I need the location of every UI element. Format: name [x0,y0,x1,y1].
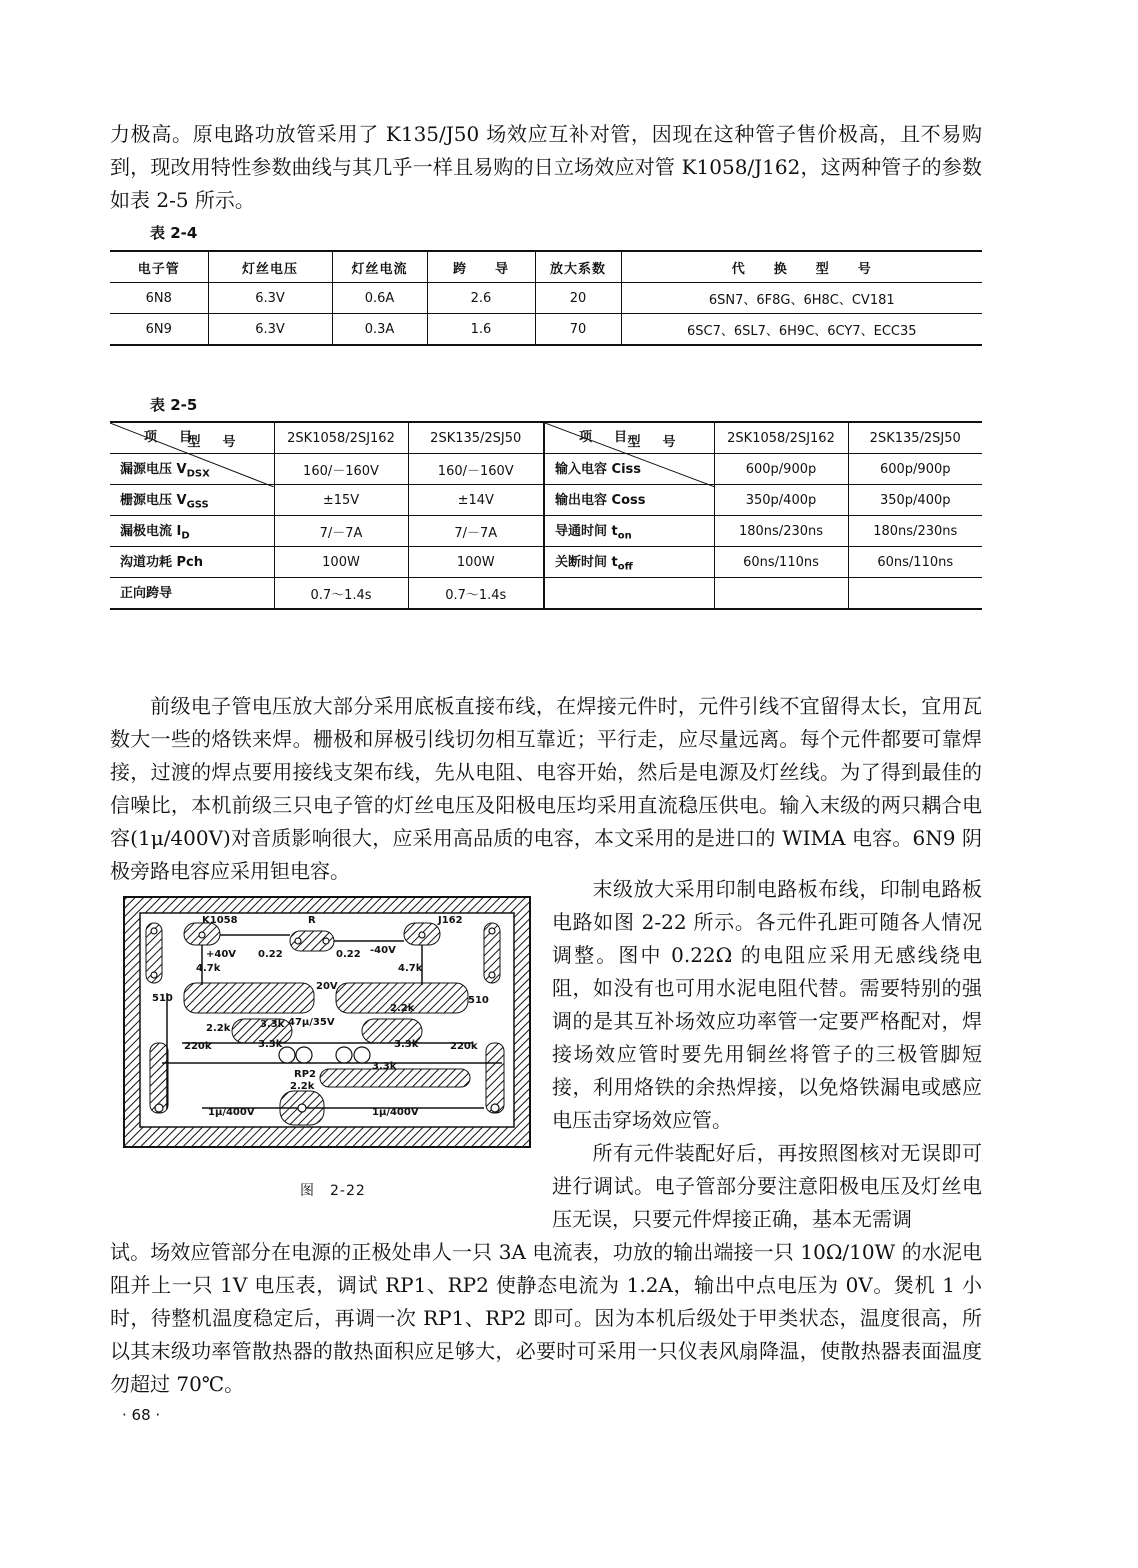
cell-text: 600p/900p [745,461,817,477]
table-cell [848,454,982,485]
cell-text: 600p/900p [879,461,951,477]
label-3-3k-right: 3.3k [394,1039,419,1050]
table-cell [544,578,714,610]
header-transconductance: 跨 导 [427,251,535,283]
table-cell [274,547,408,578]
cell-text: 7/－7A [454,525,498,541]
label-minus40v: -40V [370,945,396,956]
cell-subscript: off [617,561,633,573]
cell-text: ±14V [457,492,494,508]
label-2-2k-right: 2.2k [390,1003,415,1014]
table-cell [848,547,982,578]
table-header-row [110,422,982,454]
label-0-22-right: 0.22 [336,949,361,960]
label-rp2: RP2 [294,1069,316,1080]
tuning-paragraph: 试。场效应管部分在电源的正极处串人一只 3A 电流表，功放的输出端接一只 10Ω/10W 的水泥电阻并上一只 1V 电压表，调试 RP1、RP2 使静态电流为 1.2A，输出中点电压为 0V。煲机 1 小时，待整机温度稳定后，再调一次 RP1、RP2 即可。因为本机后级处于甲类状态，温度很高，所以其末级功率管散热器的散热面积应足够大，必要时可采用一只仪表风扇降温，使散热器表面温度勿超过 70℃。 [110,1240,982,1396]
table-2-4 [110,250,982,346]
table-cell [714,454,848,485]
cell-text: 350p/400p [745,492,817,508]
table-cell: 6SN7、6F8G、6H8C、CV181 [621,283,982,314]
table-cell [110,547,274,578]
label-0-22-left: 0.22 [258,949,283,960]
table-cell [110,485,274,516]
corner-top-label: 型号 [627,435,698,450]
table-cell [848,516,982,547]
table-cell [274,516,408,547]
table-header-row [110,251,982,283]
label-220k-right: 220k [450,1041,478,1052]
cell-subscript: D [181,530,190,542]
table-cell: 1.6 [427,314,535,346]
label-1u-400v-left: 1μ/400V [208,1107,255,1118]
cell-text: 160/－160V [303,463,379,479]
cell-text: 导通时间 t [555,524,618,540]
pcb-paragraph [552,873,982,1236]
table-cell: 6N9 [110,314,208,346]
cell-text: 0.7～1.4s [310,587,372,603]
table-cell [408,547,544,578]
table-cell [110,578,274,610]
label-510-right: 510 [468,995,489,1006]
table-cell: 70 [535,314,621,346]
table-2-5-caption: 表 2-5 [150,396,198,414]
table-cell [274,578,408,610]
cell-text: 漏极电流 I [120,524,182,540]
table-cell: 0.3A [332,314,427,346]
cell-text: 7/－7A [319,525,363,541]
corner-header-left [110,422,274,454]
table-cell: 6.3V [208,314,332,346]
figure-caption: 图 2-22 [300,1183,366,1199]
label-2-2k-bottom: 2.2k [290,1081,315,1092]
table-2-4-caption: 表 2-4 [150,224,198,242]
cell-text: 60ns/110ns [743,554,819,570]
header-substitutes: 代 换 型 号 [621,251,982,283]
table-cell: 2.6 [427,283,535,314]
label-47u-35v: 47μ/35V [288,1017,335,1028]
cell-text: ±15V [322,492,360,508]
label-r: R [308,915,316,926]
header-model-a: 2SK1058/2SJ162 [274,422,408,454]
label-1u-400v-right: 1μ/400V [372,1107,419,1118]
label-3-3k-mid: 3.3k [258,1039,283,1050]
table-cell [274,485,408,516]
label-510-left: 510 [152,993,173,1004]
table-row [110,516,982,547]
cell-text: 100W [456,554,495,570]
intro-paragraph: 力极高。原电路功放管采用了 K135/J50 场效应互补对管，因现在这种管子售价极高，且不易购到，现改用特性参数曲线与其几乎一样且易购的日立场效应对管 K1058/J162，这两种管子的参数如表 2-5 所示。 [110,122,982,212]
table-cell [848,485,982,516]
corner-bottom-label: 项目 [579,430,650,445]
corner-bottom-label: 项目 [144,430,215,445]
table-cell: 6N8 [110,283,208,314]
page-number: · 68 · [122,1406,161,1424]
cell-text: 漏源电压 V [120,462,187,478]
cell-subscript: on [617,530,632,542]
table-cell [408,516,544,547]
label-3-3k-top: 3.3k [260,1019,285,1030]
cell-text: 180ns/230ns [873,523,958,539]
cell-text: 0.7～1.4s [445,587,507,603]
table-cell [714,547,848,578]
header-model-b: 2SK135/2SJ50 [848,422,982,454]
label-4-7k-right: 4.7k [398,963,423,974]
table-cell [408,454,544,485]
table-cell: 0.6A [332,283,427,314]
table-row [110,578,982,610]
table-cell [110,516,274,547]
table-cell: 6SC7、6SL7、6H9C、6CY7、ECC35 [621,314,982,346]
table-cell [848,578,982,610]
cell-subscript: DSX [186,468,210,480]
assembly-paragraph [110,690,982,888]
cell-text: 输入电容 Ciss [555,462,641,478]
label-plus40v: +40V [206,949,237,960]
table-row [110,547,982,578]
label-3-3k-bottom: 3.3k [372,1061,397,1072]
header-filament-voltage: 灯丝电压 [208,251,332,283]
corner-top-label: 型号 [187,435,258,450]
cell-text: 180ns/230ns [738,523,824,539]
cell-text: 正向跨导 [120,586,173,602]
table-cell [714,485,848,516]
table-cell [274,454,408,485]
label-20v: 20V [316,981,338,992]
label-4-7k-left: 4.7k [196,963,221,974]
label-220k-left: 220k [184,1041,212,1052]
header-tube: 电子管 [110,251,208,283]
label-j162: J162 [438,915,463,926]
table-row [110,485,982,516]
table-cell [544,485,714,516]
cell-text: 100W [322,554,360,570]
table-cell: 6.3V [208,283,332,314]
cell-text: 关断时间 t [555,555,618,571]
corner-header-right [544,422,714,454]
table-row [110,314,982,346]
table-cell [408,485,544,516]
pcb-text: 末级放大采用印制电路板布线，印制电路板电路如图 2-22 所示。各元件孔距可随各人情况调整。图中 0.22Ω 的电阻应采用无感线绕电阻，如没有也可用水泥电阻代替。需要特别的强调的是其互补场效应功率管一定要严格配对，焊接场效应管时要先用铜丝将管子的三极管脚短接，利用烙铁的余热焊接，以免烙铁漏电或感应电压击穿场效应管。 [552,877,982,1132]
cell-text: 60ns/110ns [877,554,954,570]
cell-text: 沟道功耗 Pch [120,555,204,571]
debug-text: 所有元件装配好后，再按照图核对无误即可进行调试。电子管部分要注意阳极电压及灯丝电压无误，只要元件焊接正确，基本无需调 [552,1141,982,1231]
cell-text: 350p/400p [879,492,951,508]
table-cell [544,547,714,578]
pcb-figure [122,893,534,1151]
cell-text: 160/－160V [437,463,514,479]
table-cell [714,516,848,547]
table-2-5 [110,421,982,610]
table-row [110,283,982,314]
assembly-text: 前级电子管电压放大部分采用底板直接布线，在焊接元件时，元件引线不宜留得太长，宜用瓦数大一些的烙铁来焊。栅极和屏极引线切勿相互靠近；平行走，应尽量远离。每个元件都要可靠焊接，过渡的焊点要用接线支架布线，先从电阻、电容开始，然后是电源及灯丝线。为了得到最佳的信噪比，本机前级三只电子管的灯丝电压及阳极电压均采用直流稳压供电。输入末级的两只耦合电容(1μ/400V)对音质影响很大，应采用高品质的电容，本文采用的是进口的 WIMA 电容。6N9 阴极旁路电容应采用钽电容。 [110,694,982,883]
cell-text: 栅源电压 V [120,493,187,509]
header-amplification: 放大系数 [535,251,621,283]
header-model-b: 2SK135/2SJ50 [408,422,544,454]
table-cell: 20 [535,283,621,314]
label-k1058: K1058 [202,915,238,926]
header-model-a: 2SK1058/2SJ162 [714,422,848,454]
cell-text: 输出电容 Coss [555,493,646,509]
cell-subscript: GSS [186,499,209,511]
table-cell [714,578,848,610]
table-cell [408,578,544,610]
header-filament-current: 灯丝电流 [332,251,427,283]
table-cell [544,516,714,547]
label-2-2k-left: 2.2k [206,1023,231,1034]
